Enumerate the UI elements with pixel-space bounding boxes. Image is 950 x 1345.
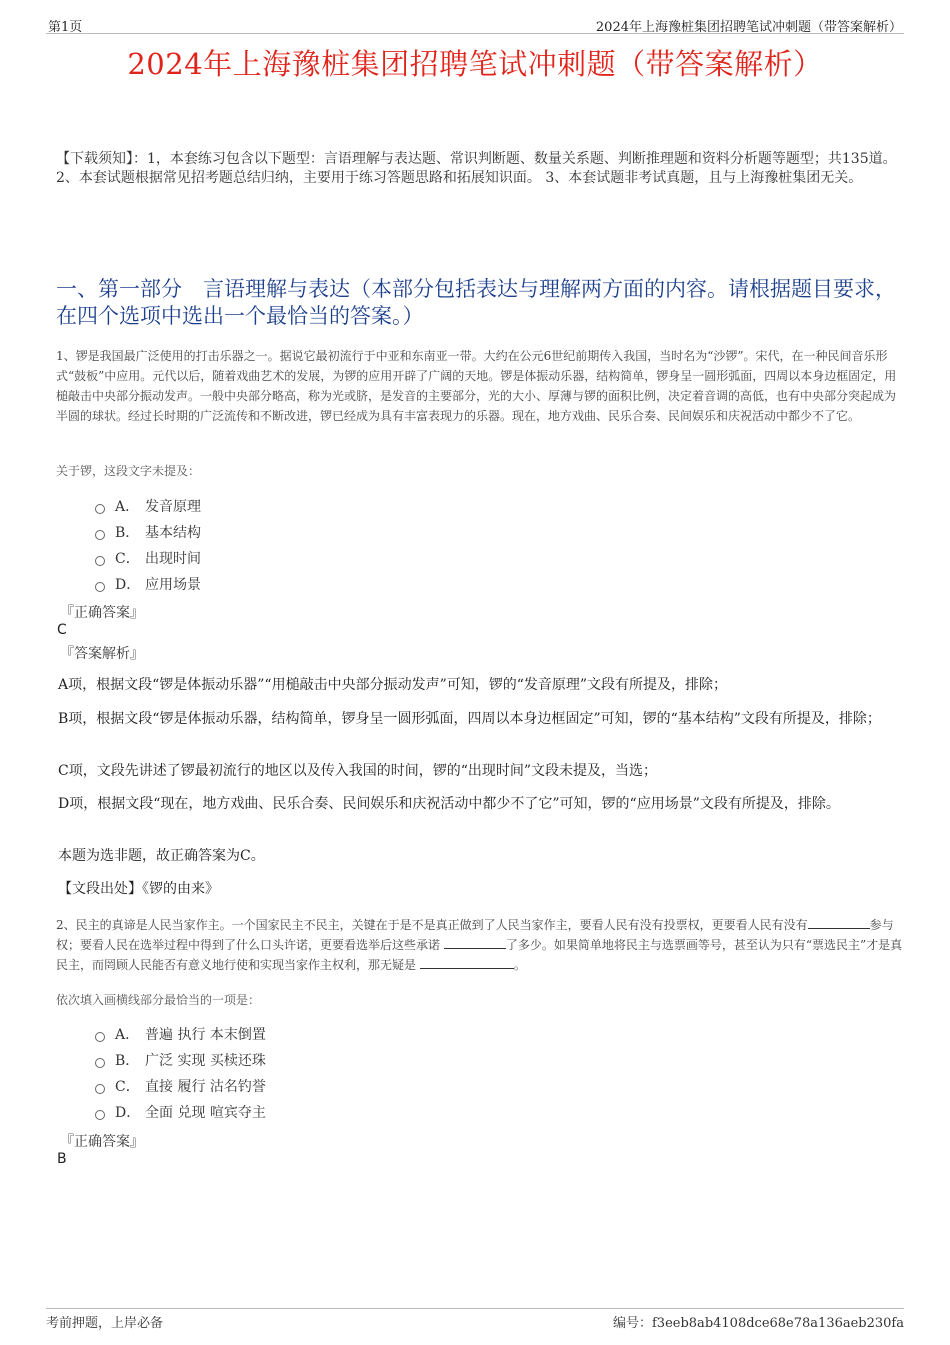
option-d[interactable]: D． 应用场景 <box>95 571 201 597</box>
option-label: 基本结构 <box>145 525 201 541</box>
option-a[interactable]: A． 普遍 执行 本末倒置 <box>95 1021 266 1047</box>
radio-icon[interactable] <box>95 1058 105 1068</box>
option-d[interactable]: D． 全面 兑现 喧宾夺主 <box>95 1099 266 1125</box>
option-label: 发音原理 <box>145 499 201 515</box>
analysis-item: D项，根据文段“现在，地方戏曲、民乐合奏、民间娱乐和庆祝活动中都少不了它”可知，锣的“应用场景”文段有所提及，排除。 <box>58 796 840 812</box>
footer-slogan: 考前押题，上岸必备 <box>46 1316 164 1331</box>
correct-answer-label: 『正确答案』 <box>60 1134 144 1150</box>
radio-icon[interactable] <box>95 1084 105 1094</box>
question-2-options <box>95 1021 266 1125</box>
option-label: 出现时间 <box>145 551 201 567</box>
page-header <box>46 14 904 34</box>
option-label: 直接 履行 沽名钓誉 <box>145 1079 266 1095</box>
analysis-label: 『答案解析』 <box>60 646 144 662</box>
footer-divider <box>46 1308 904 1309</box>
analysis-item: C项，文段先讲述了锣最初流行的地区以及传入我国的时间，锣的“出现时间”文段未提及，当选； <box>58 763 658 779</box>
option-a[interactable]: A． 发音原理 <box>95 493 201 519</box>
correct-answer: B <box>57 1151 67 1167</box>
option-label: 普遍 执行 本末倒置 <box>145 1027 266 1043</box>
analysis-conclusion: 本题为选非题，故正确答案为C。 <box>58 848 265 864</box>
option-label: 全面 兑现 喧宾夺主 <box>145 1105 266 1121</box>
footer-serial: 编号：f3eeb8ab4108dce68e78a136aeb230fa <box>613 1316 904 1331</box>
download-notice: 【下载须知】：1，本套练习包含以下题型：言语理解与表达题、常识判断题、数量关系题、判断推理题和资料分析题等题型；共135道。 2、本套试题根据常见招考题总结归纳，主要用于练习答题思路和拓展知识面。 3、本套试题非考试真题，且与上海豫桩集团无关。 <box>56 151 897 186</box>
analysis-item: B项，根据文段“锣是体振动乐器，结构简单，锣身呈一圆形弧面，四周以本身边框固定”可知，锣的“基本结构”文段有所提及，排除； <box>58 711 881 727</box>
blank-1 <box>808 916 870 929</box>
radio-icon[interactable] <box>95 582 105 592</box>
question-1-text: 1、锣是我国最广泛使用的打击乐器之一。据说它最初流行于中亚和东南亚一带。大约在公元6世纪前期传入我国，当时名为“沙锣”。宋代，在一种民间音乐形式“鼓板”中应用。元代以后，随着戏曲艺术的发展，为锣的应用开辟了广阔的天地。锣是体振动乐器，结构简单，锣身呈一圆形弧面，四周以本身边框固定，用槌敲击中央部分振动发声。一般中央部分略高，称为光或脐，是发音的主要部分，光的大小、厚薄与锣的面积比例，决定着音调的高低，也有中央部分突起成为半圆的球状。经过长时期的广泛流传和不断改进，锣已经成为具有丰富表现力的乐器。现在，地方戏曲、民乐合奏、民间娱乐和庆祝活动中都少不了它。 <box>56 349 897 423</box>
question-1-prompt: 关于锣，这段文字未提及： <box>56 464 201 478</box>
radio-icon[interactable] <box>95 1032 105 1042</box>
radio-icon[interactable] <box>95 556 105 566</box>
page-title: 2024年上海豫桩集团招聘笔试冲刺题（带答案解析） <box>127 47 823 81</box>
analysis-source: 【文段出处】《锣的由来》 <box>58 881 219 897</box>
option-c[interactable]: C． 直接 履行 沽名钓誉 <box>95 1073 266 1099</box>
option-label: 应用场景 <box>145 577 201 593</box>
analysis-item: A项，根据文段“锣是体振动乐器”“用槌敲击中央部分振动发声”可知，锣的“发音原理”文段有所提及，排除； <box>58 677 728 693</box>
option-b[interactable]: B． 广泛 实现 买椟还珠 <box>95 1047 266 1073</box>
option-c[interactable]: C． 出现时间 <box>95 545 201 571</box>
correct-answer-label: 『正确答案』 <box>60 605 144 621</box>
option-label: 广泛 实现 买椟还珠 <box>145 1053 266 1069</box>
question-1-options <box>95 493 201 597</box>
radio-icon[interactable] <box>95 1110 105 1120</box>
radio-icon[interactable] <box>95 504 105 514</box>
radio-icon[interactable] <box>95 530 105 540</box>
page-number: 第1页 <box>48 20 83 35</box>
blank-3 <box>420 956 514 969</box>
question-2-text: 2、民主的真谛是人民当家作主。一个国家民主不民主，关键在于是不是真正做到了人民当家作主，要看人民有没有投票权，更要看人民有没有 参与权；要看人民在选举过程中得到了什么口头许诺，更要看选举后这些承诺 了多少。如果简单地将民主与选票画等号，甚至认为只有“票选民主”才是真民主，而罔顾人民能否有意义地行使和实现当家作主权利，那无疑是 。 <box>56 918 903 972</box>
header-doc-title: 2024年上海豫桩集团招聘笔试冲刺题（带答案解析） <box>595 20 902 35</box>
question-2-prompt: 依次填入画横线部分最恰当的一项是： <box>56 993 261 1007</box>
blank-2 <box>444 936 506 949</box>
option-b[interactable]: B． 基本结构 <box>95 519 201 545</box>
correct-answer: C <box>57 622 67 638</box>
section-title: 一、第一部分 言语理解与表达（本部分包括表达与理解两方面的内容。请根据题目要求，在四个选项中选出一个最恰当的答案。） <box>56 277 896 328</box>
